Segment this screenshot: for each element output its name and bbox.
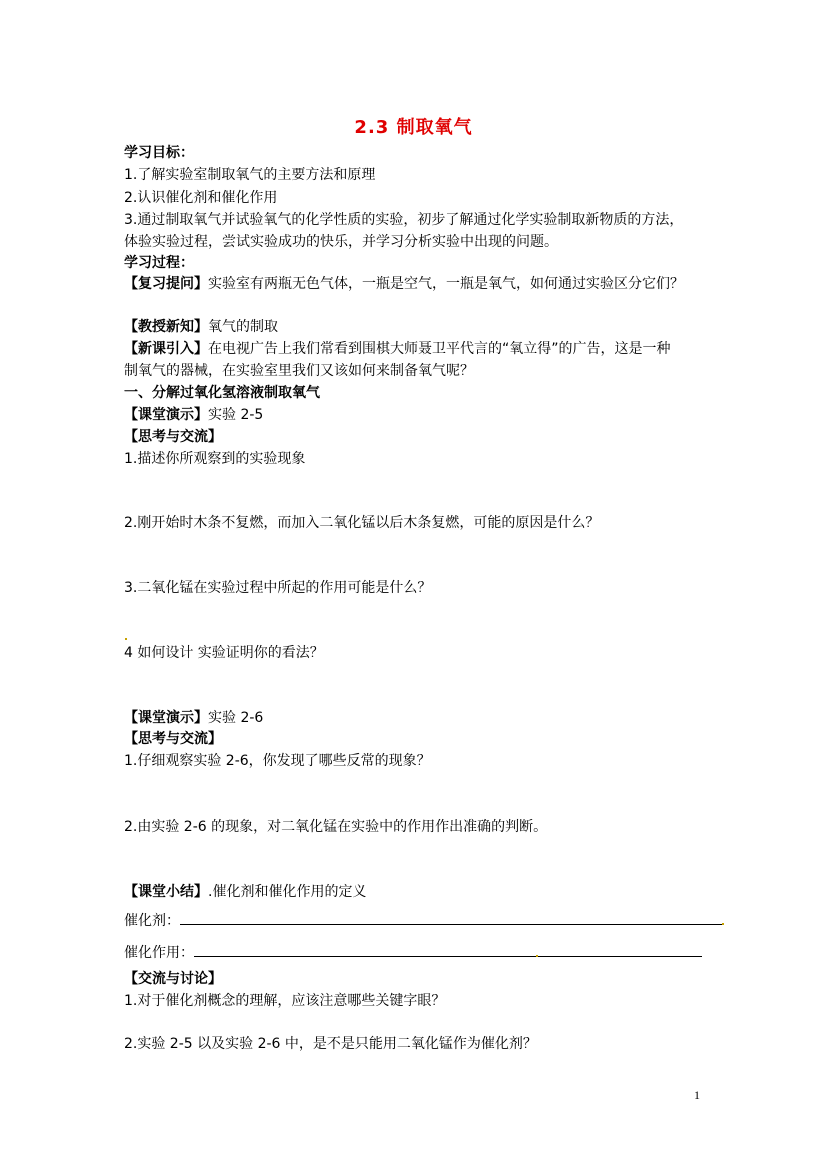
objective-item: 2.认识催化剂和催化作用: [124, 190, 278, 206]
discuss-tag: 【交流与讨论】: [124, 971, 222, 987]
question: 1.仔细观察实验 2-6，你发现了哪些反常的现象？: [124, 753, 431, 769]
objectives-heading: 学习目标：: [124, 145, 194, 161]
process-heading: 学习过程：: [124, 255, 194, 271]
demo-tag: 【课堂演示】: [124, 710, 208, 726]
new-text: 氧气的制取: [208, 319, 278, 335]
page-number: 1: [694, 1088, 700, 1102]
catalyst-label: 催化剂：: [124, 913, 180, 929]
question: 4 如何设计 实验证明你的看法？: [124, 645, 324, 661]
question: 1.描述你所观察到的实验现象: [124, 451, 306, 467]
review-tag: 【复习提问】: [124, 276, 208, 292]
catalyst-definition: [124, 910, 722, 931]
intro-line: 制氧气的器械，在实验室里我们又该如何来制备氧气呢？: [124, 363, 474, 379]
think-tag: 【思考与交流】: [124, 731, 222, 747]
new-tag: 【教授新知】: [124, 319, 208, 335]
question: 2.由实验 2-6 的现象，对二氧化锰在实验中的作用作出准确的判断。: [124, 819, 548, 835]
demo-line: [124, 405, 263, 425]
new-knowledge: [124, 317, 278, 337]
catalyst-blank: [180, 910, 722, 925]
stray-dot: [125, 638, 127, 640]
intro-text: 在电视广告上我们常看到围棋大师聂卫平代言的“氧立得”的广告，这是一种: [208, 341, 671, 357]
section-heading: 一、分解过氧化氢溶液制取氧气: [124, 385, 320, 401]
catalysis-label: 催化作用：: [124, 945, 194, 961]
summary-tag: 【课堂小结】: [124, 884, 208, 900]
catalysis-definition: [124, 942, 702, 963]
discussion-question: 2.实验 2-5 以及实验 2-6 中，是不是只能用二氧化锰作为催化剂？: [124, 1036, 537, 1052]
think-tag: 【思考与交流】: [124, 429, 222, 445]
summary-text: .催化剂和催化作用的定义: [208, 884, 367, 900]
demo-tag: 【课堂演示】: [124, 407, 208, 423]
stray-dot: [536, 955, 538, 957]
demo-text: 实验 2-5: [208, 407, 264, 423]
discussion-question: 1.对于催化剂概念的理解，应该注意哪些关键字眼？: [124, 993, 446, 1009]
objective-item: 1.了解实验室制取氧气的主要方法和原理: [124, 167, 376, 183]
question: 2.刚开始时木条不复燃，而加入二氧化锰以后木条复燃，可能的原因是什么？: [124, 515, 600, 531]
question: 3.二氧化锰在实验过程中所起的作用可能是什么？: [124, 580, 432, 596]
review-text: 实验室有两瓶无色气体，一瓶是空气，一瓶是氧气，如何通过实验区分它们？: [208, 276, 684, 292]
summary-line: [124, 882, 366, 902]
objective-item: 体验实验过程，尝试实验成功的快乐，并学习分析实验中出现的问题。: [124, 234, 558, 250]
review-question: [124, 274, 684, 294]
demo-text: 实验 2-6: [208, 710, 264, 726]
intro-line: [124, 339, 671, 359]
stray-dot: [722, 923, 724, 925]
catalysis-blank: [194, 942, 702, 957]
page-title: 2.3 制取氧气: [354, 117, 473, 138]
objective-item: 3.通过制取氧气并试验氧气的化学性质的实验，初步了解通过化学实验制取新物质的方法，: [124, 212, 684, 228]
intro-tag: 【新课引入】: [124, 341, 208, 357]
demo-line: [124, 708, 263, 728]
